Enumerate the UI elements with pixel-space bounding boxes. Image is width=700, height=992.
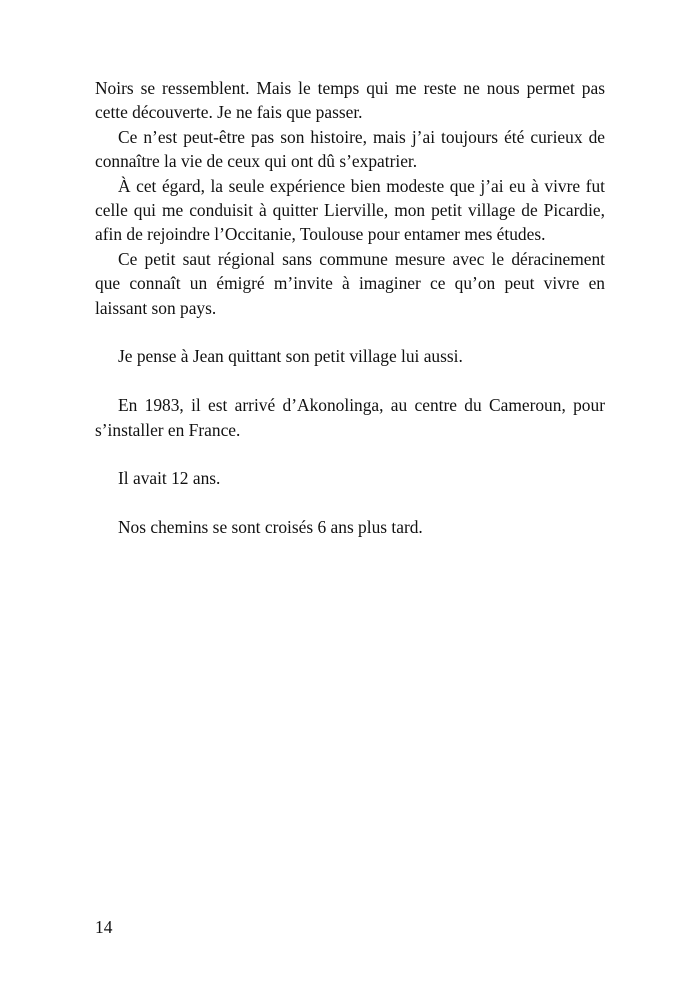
paragraph-arrival: En 1983, il est arrivé d’Akonolinga, au centre du Cameroun, pour s’installer en France. xyxy=(95,395,605,440)
body-text xyxy=(95,76,605,540)
paragraph-regional-move: Ce petit saut régional sans commune mesure avec le déracinement que connaît un émigré m’invite à imaginer ce qu’on peut vivre en laissant son pays. xyxy=(95,248,605,318)
paragraph-curiosity: Ce n’est peut-être pas son histoire, mais j’ai toujours été curieux de connaître la vie de ceux qui ont dû s’expatrier. xyxy=(95,126,605,172)
page-number: 14 xyxy=(95,917,113,937)
paragraph-age: Il avait 12 ans. xyxy=(118,468,221,489)
paragraph-continuation: Noirs se ressemblent. Mais le temps qui me reste ne nous permet pas cette découverte. Je ne fais que passer. xyxy=(95,78,605,123)
paragraph-experience: À cet égard, la seule expérience bien modeste que j’ai eu à vivre fut celle qui me conduisit à quitter Lierville, mon petit village de Picardie, afin de rejoindre l’Occitanie, Toulouse pour entamer mes études. xyxy=(95,175,605,245)
paragraph-paths-crossed: Nos chemins se sont croisés 6 ans plus tard. xyxy=(118,517,423,538)
paragraph-jean: Je pense à Jean quittant son petit village lui aussi. xyxy=(118,346,463,367)
